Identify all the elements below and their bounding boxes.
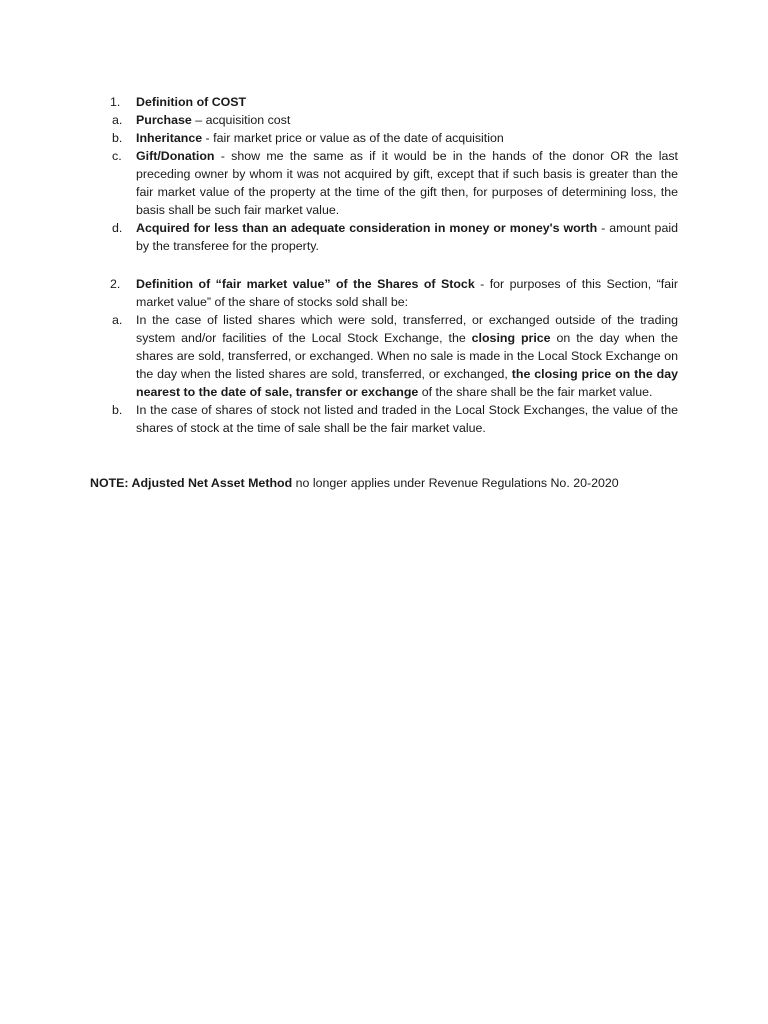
section-title: Definition of COST (136, 95, 247, 109)
section-number: 2. (110, 277, 121, 291)
item-letter: a. (112, 313, 123, 327)
item-letter: c. (112, 149, 122, 163)
section-definition-of-cost (110, 93, 678, 255)
section-intro: - for purposes of this Section, “fair market value” of the share of stocks sold shall be: (136, 277, 678, 309)
unlisted-shares-text: In the case of shares of stock not listed and traded in the Local Stock Exchanges, the value of the shares of stock at the time of sale shall be the fair market value. (136, 403, 678, 435)
definition-gift-donation: - show me the same as if it would be in the hands of the donor OR the last preceding owner by whom it was not acquired by gift, except that if such basis is greater than the fair market value of the property at the time of the gift then, for purposes of determining loss, the basis shall be such fair market value. (136, 149, 678, 217)
section-heading (136, 275, 678, 311)
definition-inadequate-consideration: - amount paid by the transferee for the property. (136, 221, 678, 253)
term-purchase: Purchase (136, 113, 192, 127)
list-item-inadequate-consideration (112, 219, 678, 255)
note-paragraph (90, 474, 690, 492)
listed-shares-text-2: on the day when the shares are sold, transferred, or exchanged. When no sale is made in the Local Stock Exchange on the day when the listed shares are sold, transferred, or exchanged, (136, 331, 679, 381)
list-item-inheritance (112, 129, 678, 147)
note-label: NOTE: Adjusted Net Asset Method (90, 476, 293, 490)
section-number: 1. (110, 95, 121, 109)
closing-price-term: closing price (471, 331, 551, 345)
listed-shares-text-3: of the share shall be the fair market value. (418, 385, 653, 399)
note-text: no longer applies under Revenue Regulations No. 20-2020 (292, 476, 619, 490)
item-letter: b. (112, 131, 123, 145)
list-item-purchase (112, 111, 678, 129)
nearest-closing-price-term: the closing price on the day nearest to the date of sale, transfer or exchange (136, 367, 678, 399)
definition-inheritance: - fair market price or value as of the date of acquisition (202, 131, 504, 145)
section-heading (136, 93, 678, 111)
item-letter: b. (112, 403, 123, 417)
listed-shares-text-1: In the case of listed shares which were sold, transferred, or exchanged outside of the trading system and/or facilities of the Local Stock Exchange, the (136, 313, 678, 345)
term-inheritance: Inheritance (136, 131, 203, 145)
list-item-gift-donation (112, 147, 678, 219)
item-letter: d. (112, 221, 123, 235)
list-item-unlisted-shares (112, 401, 678, 437)
section-fair-market-value (110, 275, 678, 437)
definition-purchase: – acquisition cost (191, 113, 291, 127)
section-title: Definition of “fair market value” of the Shares of Stock (136, 277, 475, 291)
term-gift-donation: Gift/Donation (136, 149, 215, 163)
list-item-listed-shares (112, 311, 679, 401)
item-letter: a. (112, 113, 123, 127)
term-inadequate-consideration: Acquired for less than an adequate consideration in money or money's worth (136, 221, 598, 235)
